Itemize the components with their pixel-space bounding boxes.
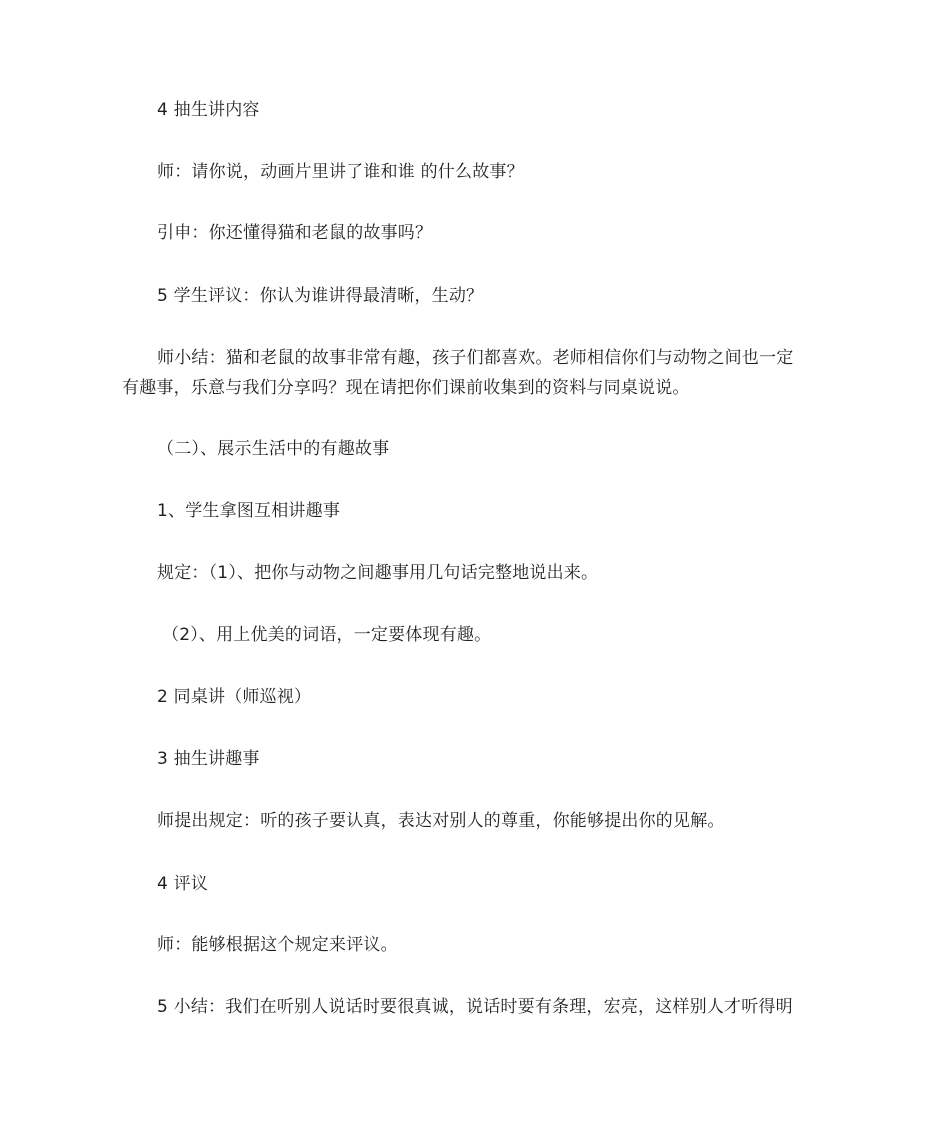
paragraph-line: 5 小结：我们在听别人说话时要很真诚，说话时要有条理，宏亮，这样别人才听得明 bbox=[157, 997, 793, 1017]
paragraph-line: 4 抽生讲内容 bbox=[157, 100, 260, 120]
paragraph-line-continuation: 有趣事，乐意与我们分享吗？现在请把你们课前收集到的资料与同桌说说。 bbox=[122, 378, 690, 398]
paragraph-line: 师小结：猫和老鼠的故事非常有趣，孩子们都喜欢。老师相信你们与动物之间也一定 bbox=[157, 348, 794, 368]
paragraph-line: 师：能够根据这个规定来评议。 bbox=[157, 935, 398, 955]
paragraph-line: 4 评议 bbox=[157, 874, 209, 894]
paragraph-line: （2）、用上优美的词语，一定要体现有趣。 bbox=[162, 625, 492, 645]
section-heading: （二）、展示生活中的有趣故事 bbox=[157, 439, 390, 459]
paragraph-line: 5 学生评议：你认为谁讲得最清晰，生动？ bbox=[157, 286, 484, 306]
paragraph-line: 师：请你说，动画片里讲了谁和谁 的什么故事？ bbox=[157, 162, 524, 182]
paragraph-line: 规定：（1）、把你与动物之间趣事用几句话完整地说出来。 bbox=[157, 563, 599, 583]
paragraph-line: 2 同桌讲（师巡视） bbox=[157, 687, 312, 707]
paragraph-line: 1、学生拿图互相讲趣事 bbox=[157, 501, 341, 521]
paragraph-line: 引申：你还懂得猫和老鼠的故事吗？ bbox=[157, 223, 433, 243]
paragraph-line: 师提出规定：听的孩子要认真，表达对别人的尊重，你能够提出你的见解。 bbox=[157, 811, 725, 831]
paragraph-line: 3 抽生讲趣事 bbox=[157, 749, 260, 769]
